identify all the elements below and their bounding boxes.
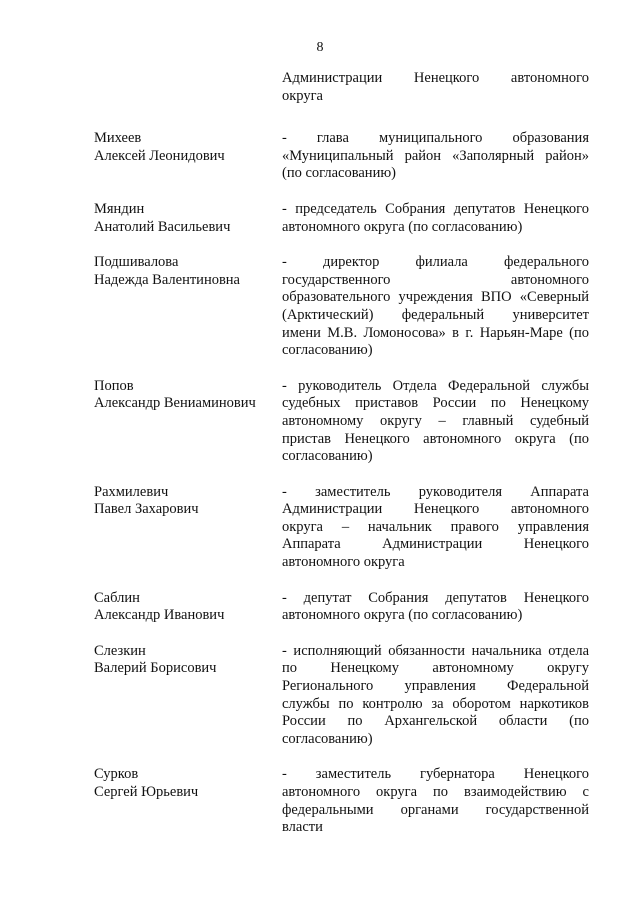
member-entry	[0, 643, 640, 749]
member-position	[282, 484, 589, 572]
description-line: Администрации Ненецкого автономного	[282, 501, 589, 518]
description-line: имени М.В. Ломоносова» в г. Нарьян-Маре (по	[282, 324, 589, 341]
description-line: - руководитель Отдела Федеральной службы	[282, 377, 589, 394]
member-surname: Мяндин	[94, 200, 145, 217]
description-line: (Арктический) федеральный университет	[282, 306, 589, 323]
description-line: федеральными органами государственной	[282, 801, 589, 818]
description-line: автономного округа (по согласованию)	[282, 218, 523, 235]
description-line: власти	[282, 819, 323, 836]
description-line: согласованию)	[282, 448, 373, 465]
member-given-names: Александр Иванович	[94, 607, 225, 624]
description-line: Регионального управления Федеральной	[282, 678, 589, 695]
member-position	[282, 130, 589, 183]
member-surname: Попов	[94, 377, 134, 394]
member-name	[94, 590, 274, 625]
member-given-names: Валерий Борисович	[94, 660, 217, 677]
description-line: - исполняющий обязанности начальника отдела	[282, 642, 589, 659]
member-surname: Сурков	[94, 766, 139, 783]
member-given-names: Анатолий Васильевич	[94, 218, 231, 235]
description-line: пристав Ненецкого автономного округа (по	[282, 430, 589, 447]
member-name	[94, 484, 274, 519]
member-surname: Подшивалова	[94, 254, 179, 271]
description-line: - заместитель губернатора Ненецкого	[282, 766, 589, 783]
description-line: автономного округа по взаимодействию с	[282, 784, 589, 800]
member-entry	[0, 201, 640, 236]
member-given-names: Александр Вениаминович	[94, 395, 256, 412]
member-surname: Саблин	[94, 589, 140, 606]
description-line: согласованию)	[282, 730, 373, 747]
member-surname: Михеев	[94, 130, 142, 147]
member-name	[94, 130, 274, 165]
description-line: - заместитель руководителя Аппарата	[282, 483, 589, 500]
member-given-names: Сергей Юрьевич	[94, 784, 199, 800]
description-line: - глава муниципального образования	[282, 130, 589, 147]
description-line: «Муниципальный район «Заполярный район»	[282, 147, 589, 164]
description-line: Аппарата Администрации Ненецкого	[282, 536, 589, 553]
description-line: образовательного учреждения ВПО «Северный	[282, 289, 589, 306]
description-line: Администрации Ненецкого автономного	[282, 70, 589, 86]
member-position	[282, 254, 589, 360]
member-entry	[0, 590, 640, 625]
description-line: по Ненецкому автономному округу	[282, 660, 589, 677]
page-number: 8	[316, 40, 324, 55]
description-line: службы по контролю за оборотом наркотиков	[282, 695, 589, 712]
member-entry	[0, 766, 640, 836]
description-line: округа – начальник правого управления	[282, 518, 589, 535]
member-name	[94, 254, 274, 289]
description-line: - председатель Собрания депутатов Ненецкого	[282, 200, 589, 217]
member-given-names: Надежда Валентиновна	[94, 271, 240, 288]
description-line: автономному округу – главный судебный	[282, 412, 589, 429]
description-line: - депутат Собрания депутатов Ненецкого	[282, 589, 589, 606]
description-line: России по Архангельской области (по	[282, 713, 589, 730]
member-position	[282, 378, 589, 466]
member-entry	[0, 130, 640, 183]
continuation-entry	[0, 70, 640, 105]
commission-members-list	[0, 70, 640, 837]
member-position	[282, 643, 589, 749]
member-entry	[0, 254, 640, 360]
description-line: округа	[282, 87, 323, 104]
member-position	[282, 590, 589, 625]
description-line: судебных приставов России по Ненецкому	[282, 395, 589, 412]
member-position	[282, 766, 589, 836]
description-line: государственного автономного	[282, 271, 589, 288]
description-line: автономного округа (по согласованию)	[282, 607, 523, 624]
member-entry	[0, 484, 640, 572]
member-surname: Слезкин	[94, 642, 146, 659]
member-name	[94, 378, 274, 413]
description-line: - директор филиала федерального	[282, 254, 589, 271]
member-position	[282, 201, 589, 236]
description-line: автономного округа	[282, 554, 405, 571]
member-name	[94, 766, 274, 801]
member-name	[94, 201, 274, 236]
member-name	[94, 643, 274, 678]
description-line: согласованию)	[282, 342, 373, 359]
member-given-names: Алексей Леонидович	[94, 147, 225, 164]
member-given-names: Павел Захарович	[94, 501, 199, 518]
member-entry	[0, 378, 640, 466]
continuation-description	[282, 70, 589, 105]
description-line: (по согласованию)	[282, 165, 396, 182]
member-surname: Рахмилевич	[94, 483, 169, 500]
